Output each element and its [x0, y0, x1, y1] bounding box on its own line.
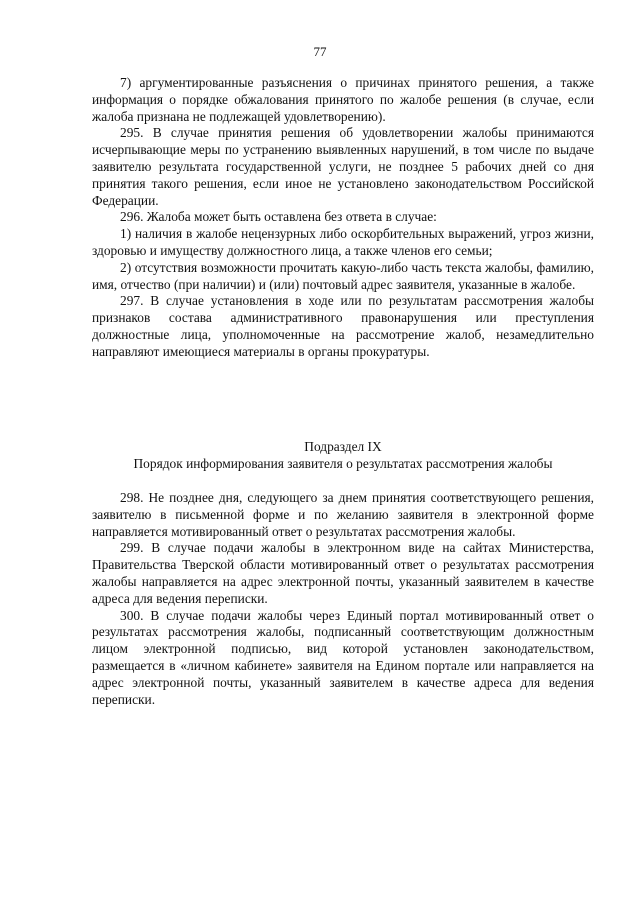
page-number: 77 — [313, 44, 327, 59]
paragraphs-298-300 — [92, 490, 594, 708]
paragraphs-295-297 — [92, 75, 594, 361]
paragraph-296-item-2: 2) отсутствия возможности прочитать какую-либо часть текста жалобы, фамилию, имя, отчество (при наличии) и (или) почтовый адрес заявителя, указанные в жалобе. — [92, 259, 594, 292]
paragraph-295: 295. В случае принятия решения об удовлетворении жалобы принимаются исчерпывающие меры по устранению выявленных нарушений, в том числе по выдаче заявителю результата государственной услуги, не позднее 5 рабочих дней со дня принятия такого решения, если иное не установлено законодательством Российской Федерации. — [92, 125, 594, 208]
paragraph-299: 299. В случае подачи жалобы в электронном виде на сайтах Министерства, Правительства Тверской области мотивированный ответ о результатах рассмотрения жалобы направляется на адрес электронной почты, указанный заявителем в качестве адреса для ведения переписки. — [92, 540, 594, 606]
paragraph-item-7: 7) аргументированные разъяснения о причинах принятого решения, а также информация о порядке обжалования принятого по жалобе решения (в случае, если жалоба признана не подлежащей удовлетворению). — [92, 75, 594, 124]
paragraph-297: 297. В случае установления в ходе или по результатам рассмотрения жалобы признаков состава административного правонарушения или преступления должностные лица, уполномоченные на рассмотрение жалоб, незамедлительно направляют имеющиеся материалы в органы прокуратуры. — [92, 293, 594, 359]
paragraph-298: 298. Не позднее дня, следующего за днем принятия соответствующего решения, заявителю в письменной форме и по желанию заявителя в электронной форме направляется мотивированный ответ о результатах рассмотрения жалобы. — [92, 490, 594, 539]
paragraph-300: 300. В случае подачи жалобы через Единый портал мотивированный ответ о результатах рассмотрения жалобы, подписанный соответствующим должностным лицом электронной подписью, вид которой установлен законодательством, размещается в «личном кабинете» заявителя на Едином портале или направляется на адрес электронной почты, указанный заявителем в качестве адреса для ведения переписки. — [92, 607, 594, 707]
subsection-label: Подраздел IX — [304, 439, 382, 454]
paragraph-296: 296. Жалоба может быть оставлена без ответа в случае: — [120, 209, 437, 225]
subsection-title: Порядок информирования заявителя о результатах рассмотрения жалобы — [133, 456, 553, 471]
paragraph-296-item-1: 1) наличия в жалобе нецензурных либо оскорбительных выражений, угроз жизни, здоровью и имуществу должностного лица, а также членов его семьи; — [92, 226, 594, 258]
